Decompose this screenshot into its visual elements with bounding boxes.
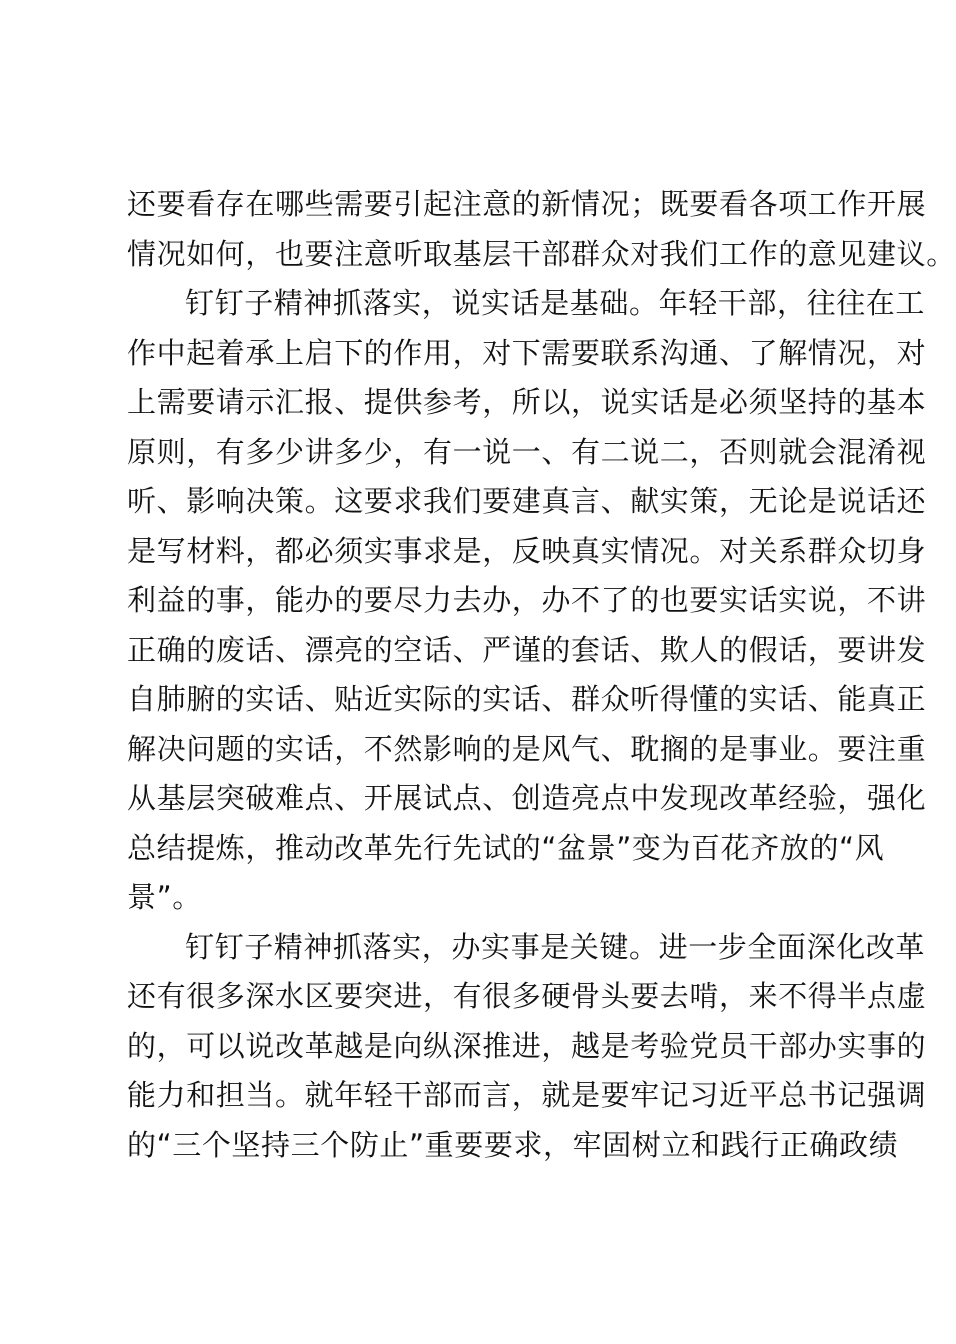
text-line: 自肺腑的实话、贴近实际的实话、群众听得懂的实话、能真正 [127,682,927,716]
text-line: 原则，有多少讲多少，有一说一、有二说二，否则就会混淆视 [127,434,927,469]
text-line: 能力和担当。就年轻干部而言，就是要牢记习近平总书记强调 [127,1078,927,1112]
text-line: 的“三个坚持三个防止”重要要求，牢固树立和践行正确政绩 [127,1127,899,1162]
text-line: 景”。 [127,880,202,914]
text-line: 听、影响决策。这要求我们要建真言、献实策，无论是说话还 [127,484,927,518]
text-line: 还要看存在哪些需要引起注意的新情况；既要看各项工作开展 [127,187,927,221]
text-line: 从基层突破难点、开展试点、创造亮点中发现改革经验，强化 [127,781,927,815]
body-text [127,180,956,1170]
text-line: 利益的事，能办的要尽力去办，办不了的也要实话实说，不讲 [127,583,927,617]
text-line: 正确的废话、漂亮的空话、严谨的套话、欺人的假话，要讲发 [127,632,927,667]
text-line: 是写材料，都必须实事求是，反映真实情况。对关系群众切身 [127,533,927,568]
text-line: 还有很多深水区要突进，有很多硬骨头要去啃，来不得半点虚 [127,979,927,1013]
text-line: 上需要请示汇报、提供参考，所以，说实话是必须坚持的基本 [127,385,927,419]
paragraph-first-line: 钉钉子精神抓落实，说实话是基础。年轻干部，往往在工 [185,286,926,320]
text-line: 作中起着承上启下的作用，对下需要联系沟通、了解情况，对 [127,335,927,370]
text-line: 解决问题的实话，不然影响的是风气、耽搁的是事业。要注重 [127,731,927,766]
text-line: 情况如何，也要注意听取基层干部群众对我们工作的意见建议。 [127,236,956,271]
text-line: 的，可以说改革越是向纵深推进，越是考验党员干部办实事的 [127,1028,927,1063]
paragraph-first-line: 钉钉子精神抓落实，办实事是关键。进一步全面深化改革 [185,929,926,964]
text-line: 总结提炼，推动改革先行先试的“盆景”变为百花齐放的“风 [127,830,885,865]
